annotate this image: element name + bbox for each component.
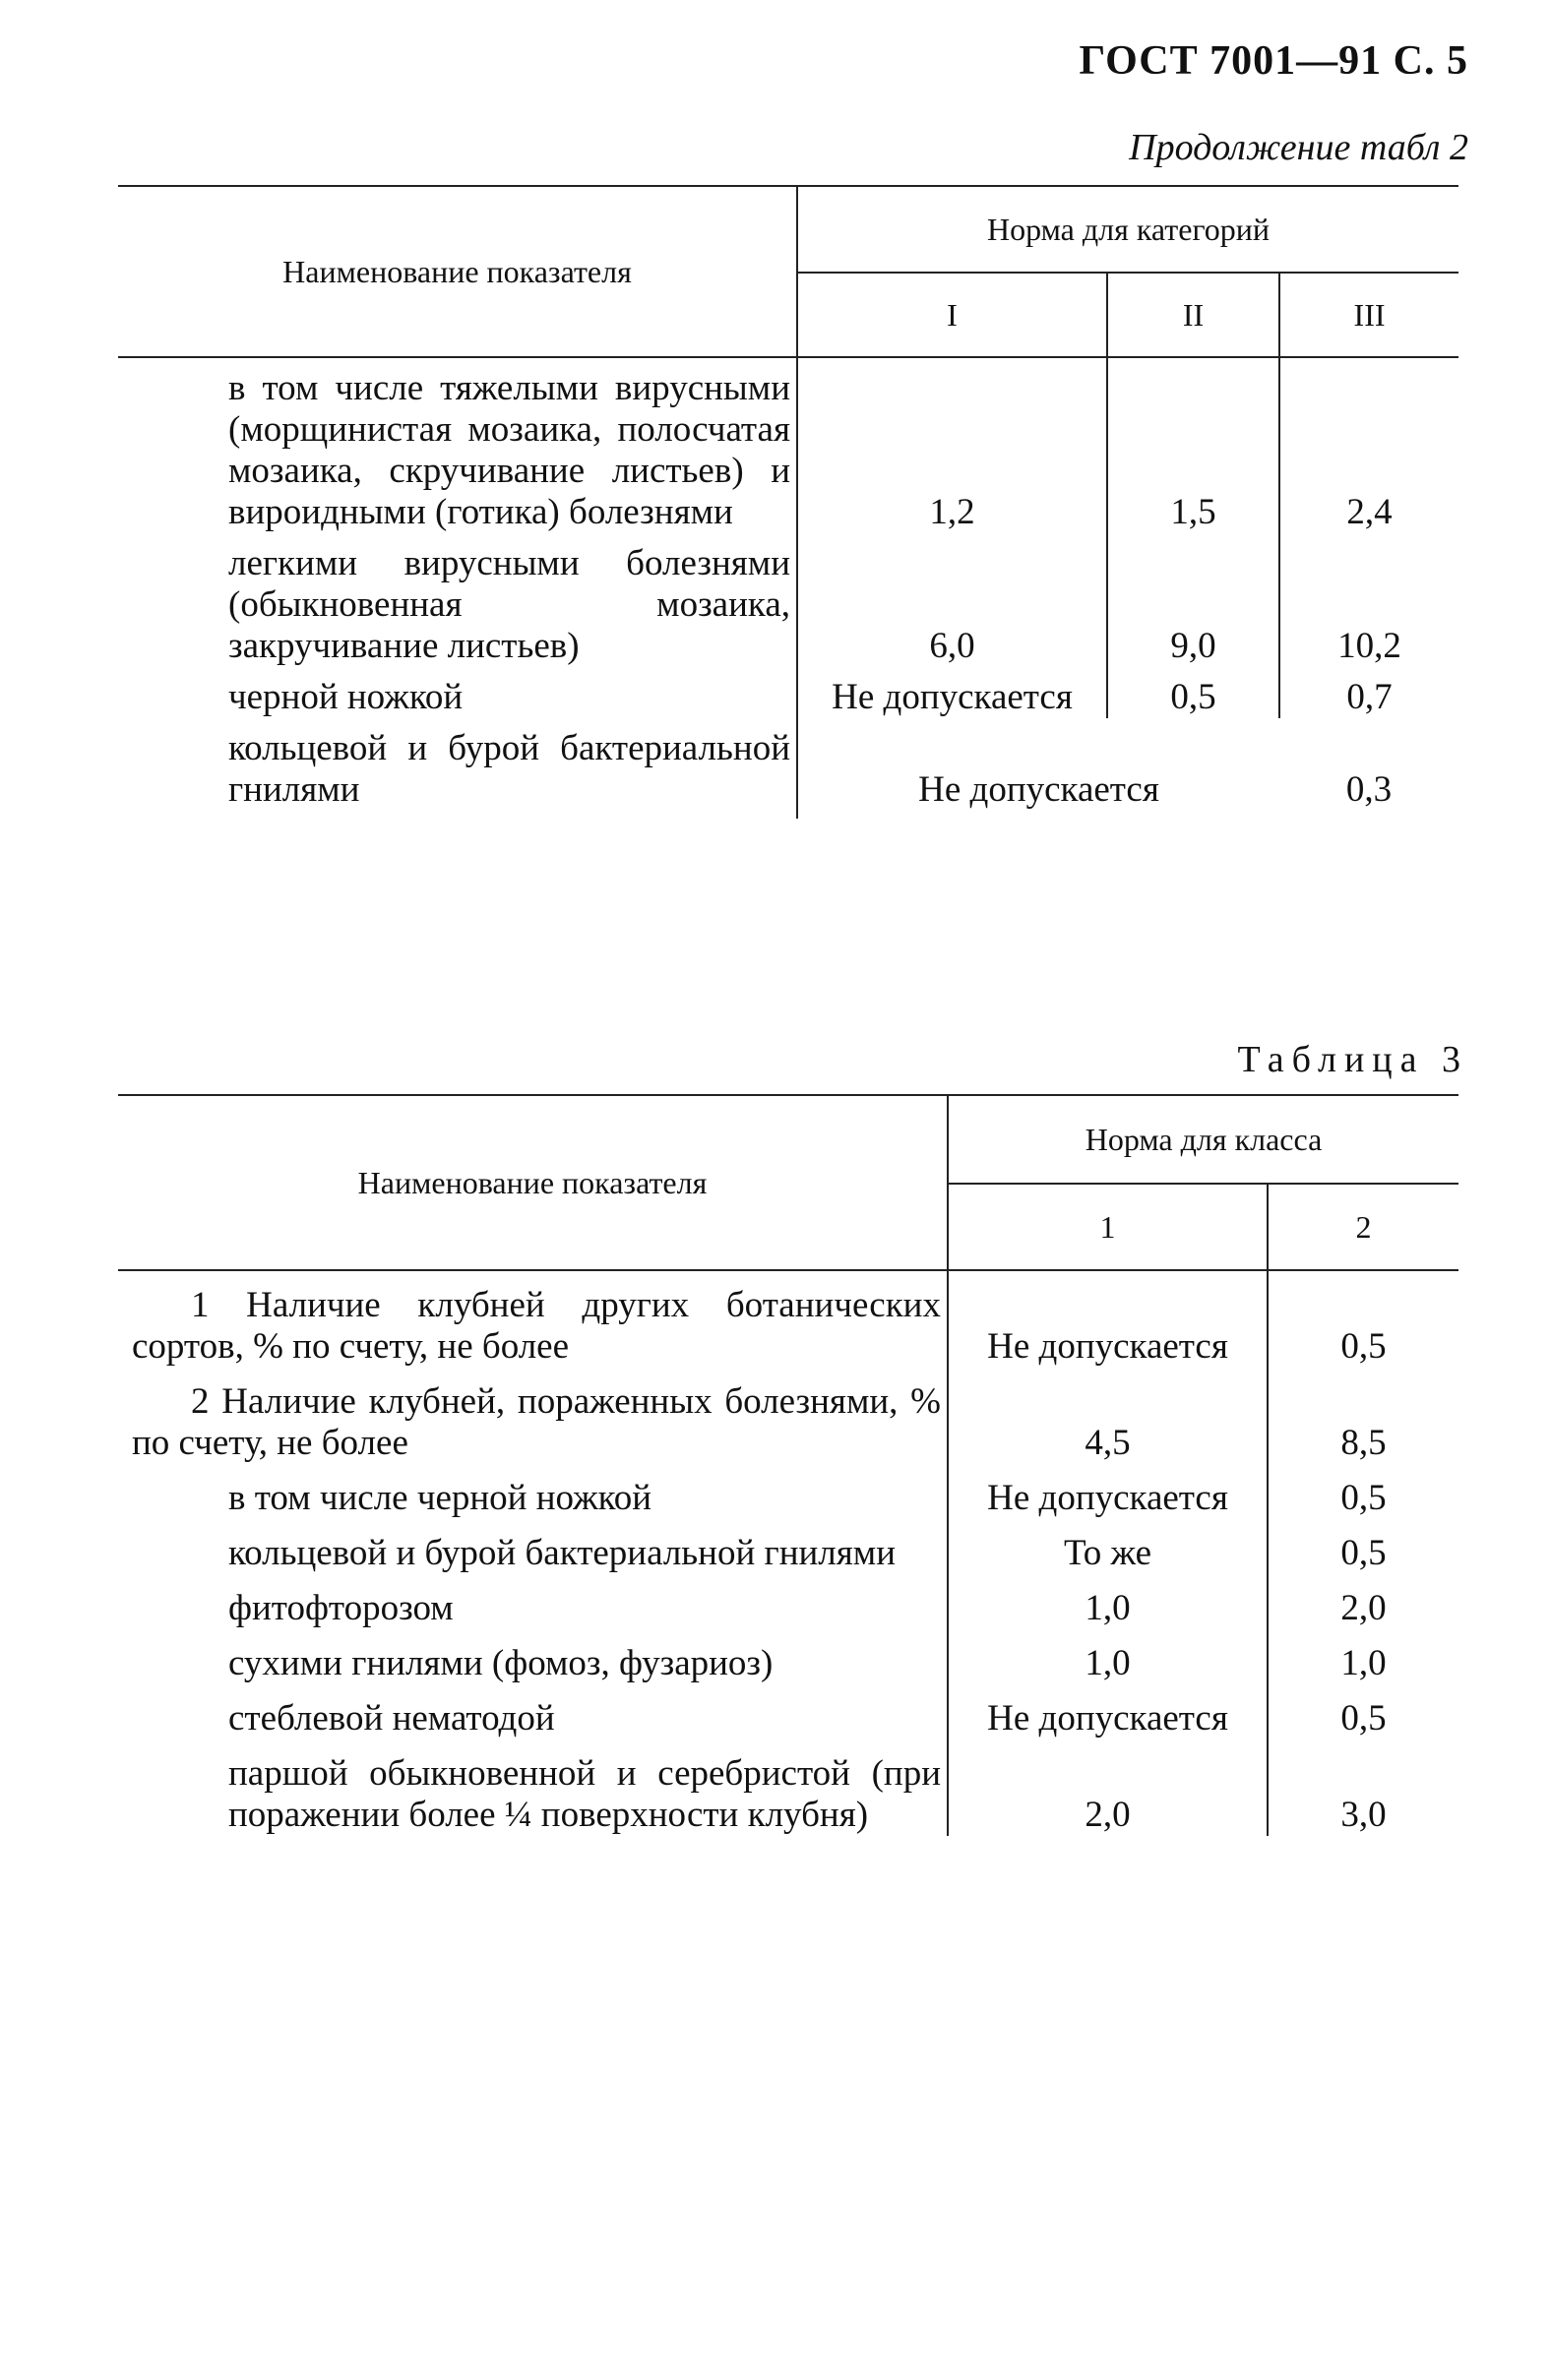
table-row bbox=[118, 1574, 1458, 1629]
table-row bbox=[118, 718, 1458, 819]
column-header-cat-1: I bbox=[797, 273, 1107, 357]
cell-value: 0,5 bbox=[1340, 1698, 1387, 1739]
table-row bbox=[118, 1629, 1458, 1684]
page-running-head: ГОСТ 7001—91 С. 5 bbox=[1079, 38, 1468, 84]
cell-value: 1,5 bbox=[1107, 357, 1279, 533]
row-label: легкими вирусными болезнями (обыкновенная мозаика, закручивание листьев) bbox=[118, 533, 797, 667]
cell-value: Не допускается bbox=[948, 1270, 1268, 1368]
cell-value: Не допускается bbox=[918, 769, 1159, 810]
table-3 bbox=[118, 1094, 1458, 1836]
row-label: сухими гнилями (фомоз, фузариоз) bbox=[118, 1629, 948, 1684]
cell-value: 8,5 bbox=[1340, 1423, 1387, 1463]
cell-value: 1,0 bbox=[948, 1629, 1268, 1684]
row-label: черной ножкой bbox=[118, 667, 797, 718]
row-label: фитофторозом bbox=[118, 1574, 948, 1629]
table-row bbox=[118, 1684, 1458, 1739]
cell-value: 4,5 bbox=[948, 1368, 1268, 1464]
row-label: паршой обыкновенной и серебристой (при поражении более ¼ поверхности клубня) bbox=[118, 1739, 948, 1836]
cell-value: 1,0 bbox=[1340, 1643, 1387, 1683]
cell-value: 2,0 bbox=[1340, 1588, 1387, 1628]
row-label bbox=[118, 1270, 948, 1368]
cell-value: 10,2 bbox=[1337, 626, 1401, 666]
cell-value: 6,0 bbox=[797, 533, 1107, 667]
row-label: в том числе черной ножкой bbox=[118, 1464, 948, 1519]
table-row bbox=[118, 1270, 1458, 1368]
cell-value: 9,0 bbox=[1107, 533, 1279, 667]
column-header-cat-3: III bbox=[1279, 273, 1458, 357]
table-row bbox=[118, 1464, 1458, 1519]
cell-value: 0,5 bbox=[1107, 667, 1279, 718]
cell-value: 2,4 bbox=[1346, 492, 1393, 532]
table3-caption: Таблица 3 bbox=[1237, 1039, 1468, 1080]
cell-value: 3,0 bbox=[1340, 1795, 1387, 1835]
table-2 bbox=[118, 185, 1458, 819]
table-row bbox=[118, 1739, 1458, 1836]
column-group-header-class: Норма для класса bbox=[948, 1095, 1458, 1184]
cell-value: Не допускается bbox=[948, 1464, 1268, 1519]
cell-value: 0,7 bbox=[1346, 677, 1393, 717]
column-header-class-1: 1 bbox=[948, 1184, 1268, 1270]
row-label bbox=[118, 1368, 948, 1464]
cell-value: 1,2 bbox=[797, 357, 1107, 533]
cell-value: 0,5 bbox=[1340, 1533, 1387, 1573]
table-row bbox=[118, 1519, 1458, 1574]
table-row bbox=[118, 357, 1458, 533]
cell-value: Не допускается bbox=[948, 1684, 1268, 1739]
cell-value: 0,3 bbox=[1345, 769, 1393, 810]
cell-value: 0,5 bbox=[1340, 1478, 1387, 1518]
table-row bbox=[118, 533, 1458, 667]
cell-value: 0,5 bbox=[1340, 1326, 1387, 1367]
row-label: кольцевой и бурой бактериальной гнилями bbox=[118, 1519, 948, 1574]
cell-value: 2,0 bbox=[948, 1739, 1268, 1836]
column-header-cat-2: II bbox=[1107, 273, 1279, 357]
column-header-class-2: 2 bbox=[1268, 1184, 1458, 1270]
row-label-text: 2 Наличие клубней, пораженных болезнями, % по счету, не более bbox=[132, 1381, 941, 1463]
row-label: стеблевой нематодой bbox=[118, 1684, 948, 1739]
table2-continuation-label: Продолжение табл 2 bbox=[1129, 127, 1468, 168]
column-group-header-categories: Норма для категорий bbox=[797, 186, 1458, 273]
cell-value: Не допускается bbox=[797, 667, 1107, 718]
table-row bbox=[118, 667, 1458, 718]
table-row bbox=[118, 1368, 1458, 1464]
row-label-text: 1 Наличие клубней других ботанических сортов, % по счету, не более bbox=[132, 1285, 941, 1367]
column-header-name: Наименование показателя bbox=[118, 186, 797, 357]
column-header-name: Наименование показателя bbox=[118, 1095, 948, 1270]
cell-value: То же bbox=[948, 1519, 1268, 1574]
row-label: кольцевой и бурой бактериальной гнилями bbox=[118, 718, 797, 819]
row-label: в том числе тяжелыми вирусными (морщинистая мозаика, полосчатая мозаика, скручивание листьев) и вироидными (готика) болезнями bbox=[118, 357, 797, 533]
cell-value: 1,0 bbox=[948, 1574, 1268, 1629]
